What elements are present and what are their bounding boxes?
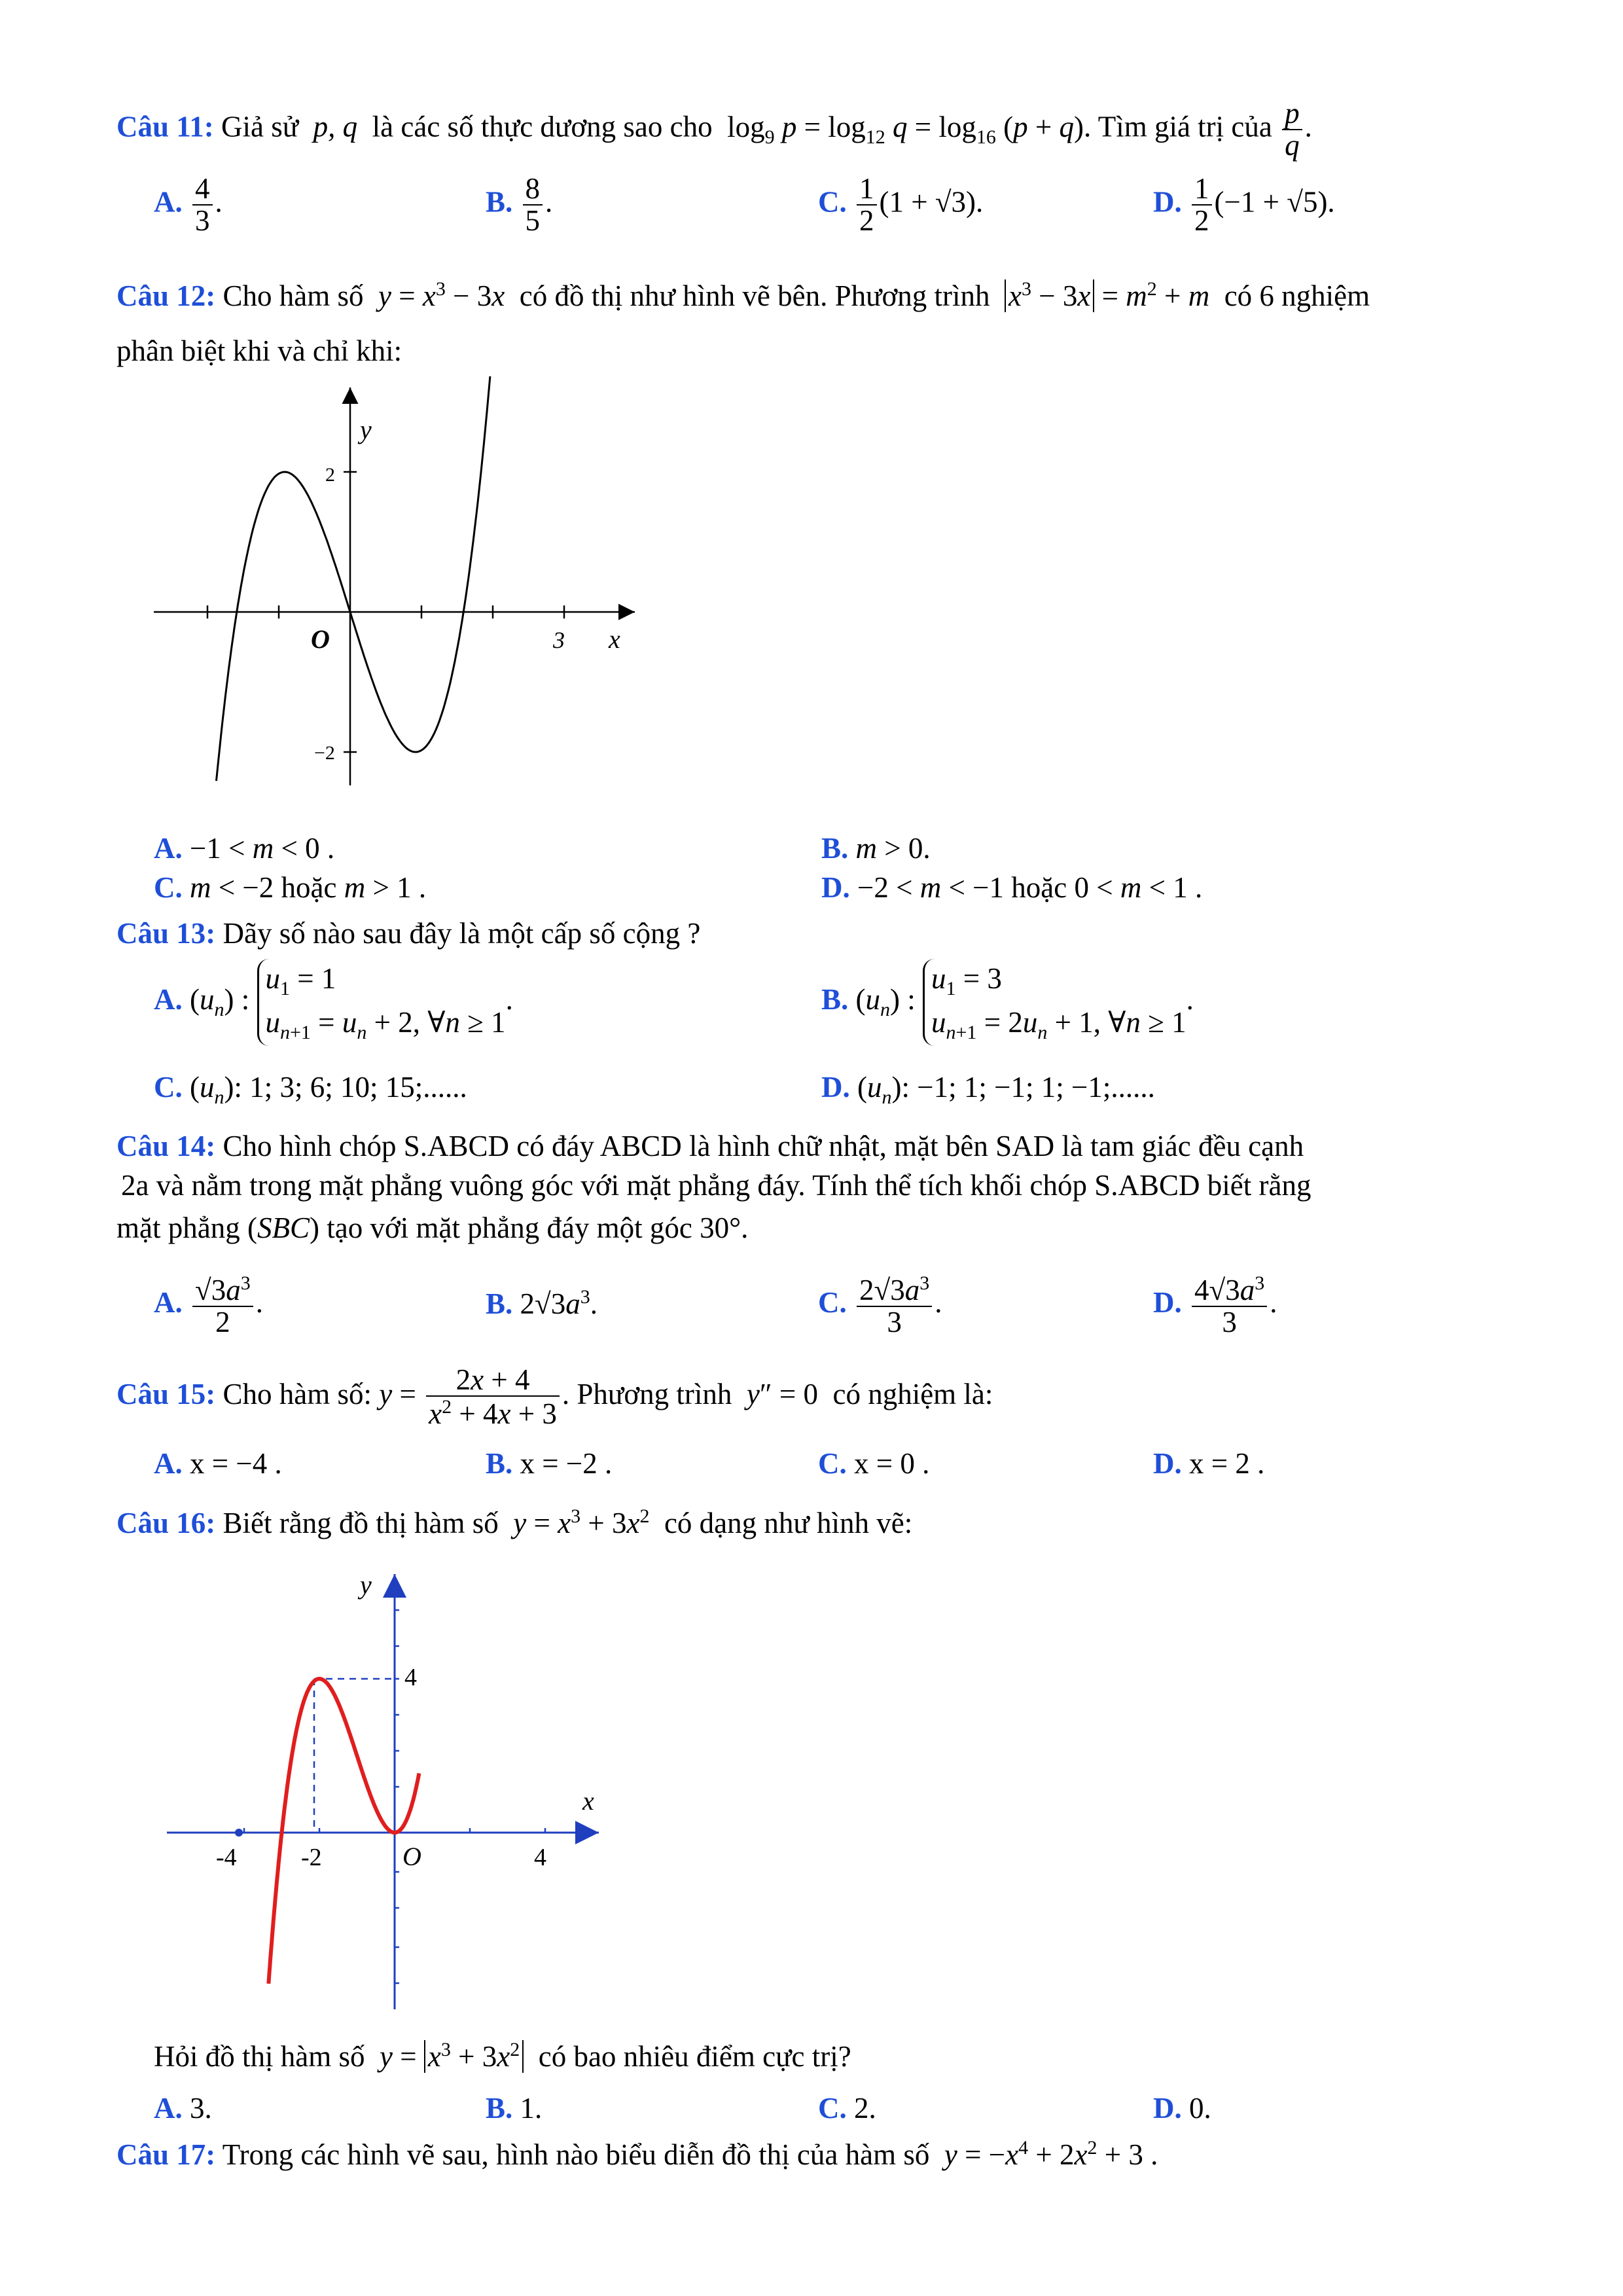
question-number: Câu 13: (116, 917, 216, 950)
y-axis-label: y (360, 415, 372, 444)
option-d[interactable]: D. $\frac{1}{2}$ (−1 + √5). (1153, 172, 1335, 238)
graph-q12 (147, 373, 645, 792)
option-a[interactable]: A. x = −4 . (154, 1447, 282, 1480)
option-d[interactable]: D. 0. (1153, 2092, 1211, 2125)
x-axis-label: x (609, 624, 620, 654)
question-14: Câu 14: Cho hình chóp S.ABCD có đáy ABCD là hình chữ nhật, mặt bên SAD là tam giác đều cạnh (116, 1130, 1304, 1162)
option-a[interactable]: A. $(u_n)$ : $u_1 = 1$ $u_{n+1} = u_n + 2$, ∀n ≥ 1. (154, 959, 513, 1046)
tick-label: 3 (553, 627, 565, 653)
question-12-line2: phân biệt khi và chỉ khi: (116, 334, 402, 367)
option-c[interactable]: C. $\frac{1}{2}$ (1 + √3). (818, 172, 984, 238)
tick-label: 4 (534, 1844, 546, 1871)
option-b[interactable]: B. $\frac{8}{5}$ . (486, 172, 553, 238)
x-axis-label: x (582, 1786, 594, 1816)
question-15: Câu 15: Cho hàm số: y = $\frac{2x + 4}{x^2 + 4x + 3}$ . Phương trình y″ = 0 có nghiệm là: (116, 1363, 993, 1431)
origin-label: O (402, 1842, 421, 1871)
option-d[interactable]: D. x = 2 . (1153, 1447, 1265, 1480)
option-b[interactable]: B. $2√3a^3$. (486, 1286, 597, 1320)
question-16-ask: Hỏi đồ thị hàm số $y = x^3 + 3x^2$ có bao nhiêu điểm cực trị? (154, 2039, 851, 2073)
question-14-line3: mặt phẳng (SBC) tạo với mặt phẳng đáy một góc 30°. (116, 1211, 749, 1244)
tick-label: 2 (325, 464, 335, 486)
option-a[interactable]: A. −1 < m < 0 . (154, 832, 335, 865)
option-c[interactable]: C. x = 0 . (818, 1447, 930, 1480)
option-c[interactable]: C. m < −2 hoặc m > 1 . (154, 871, 427, 904)
question-number: Câu 11: (116, 110, 214, 143)
question-number: Câu 17: (116, 2138, 216, 2171)
question-number: Câu 14: (116, 1130, 216, 1162)
option-c[interactable]: C. $(u_n)$: 1; 3; 6; 10; 15;...... (154, 1071, 467, 1108)
option-b[interactable]: B. m > 0. (821, 832, 931, 865)
question-11: Câu 11: Giả sử p, q là các số thực dương sao cho $\log_9 p = \log_{12} q = \log_{16} (p + q)$. Tìm giá trị của $\frac{p}{q}$ . (116, 97, 1312, 162)
question-12: Câu 12: Cho hàm số $y = x^3 - 3x$ có đồ thị như hình vẽ bên. Phương trình $x^3 - 3x = m^2 + m$ có 6 nghiệm (116, 278, 1370, 312)
option-a[interactable]: A. $\frac{√3a^3}{2}$ . (154, 1272, 263, 1339)
option-a[interactable]: A. 3. (154, 2092, 212, 2125)
option-d[interactable]: D. −2 < m < −1 hoặc 0 < m < 1 . (821, 871, 1203, 904)
question-14-line2: 2a và nằm trong mặt phẳng vuông góc với mặt phẳng đáy. Tính thể tích khối chóp S.ABCD biết rằng (121, 1169, 1311, 1202)
origin-label: O (311, 624, 330, 654)
option-b[interactable]: B. 1. (486, 2092, 543, 2125)
tick-label: -2 (301, 1844, 322, 1871)
option-c[interactable]: C. $\frac{2√3a^3}{3}$ . (818, 1272, 942, 1339)
tick-label: -4 (216, 1844, 237, 1871)
question-number: Câu 12: (116, 279, 216, 312)
question-17: Câu 17: Trong các hình vẽ sau, hình nào biểu diễn đồ thị của hàm số $y = -x^4 + 2x^2 + 3$ . (116, 2137, 1158, 2171)
y-axis-label: y (360, 1570, 372, 1600)
question-number: Câu 15: (116, 1378, 216, 1411)
tick-label: 4 (404, 1664, 417, 1691)
option-d[interactable]: D. $(u_n)$: −1; 1; −1; 1; −1;...... (821, 1071, 1155, 1108)
option-a[interactable]: A. $\frac{4}{3}$ . (154, 172, 223, 238)
option-b[interactable]: B. x = −2 . (486, 1447, 613, 1480)
option-c[interactable]: C. 2. (818, 2092, 876, 2125)
tick-label: −2 (314, 742, 335, 764)
question-number: Câu 16: (116, 1507, 216, 1539)
graph-q16 (164, 1564, 622, 2022)
question-13: Câu 13: Dãy số nào sau đây là một cấp số cộng ? (116, 917, 701, 950)
option-b[interactable]: B. $(u_n)$ : $u_1 = 3$ $u_{n+1} = 2u_n + 1$, ∀n ≥ 1. (821, 959, 1194, 1046)
option-d[interactable]: D. $\frac{4√3a^3}{3}$ . (1153, 1272, 1277, 1339)
fraction: $\frac{p}{q}$ (1282, 98, 1302, 162)
equation: $\log_9 p = \log_{12} q = \log_{16} (p + q)$ (719, 110, 1084, 148)
question-16: Câu 16: Biết rằng đồ thị hàm số $y = x^3 + 3x^2$ có dạng như hình vẽ: (116, 1505, 913, 1539)
